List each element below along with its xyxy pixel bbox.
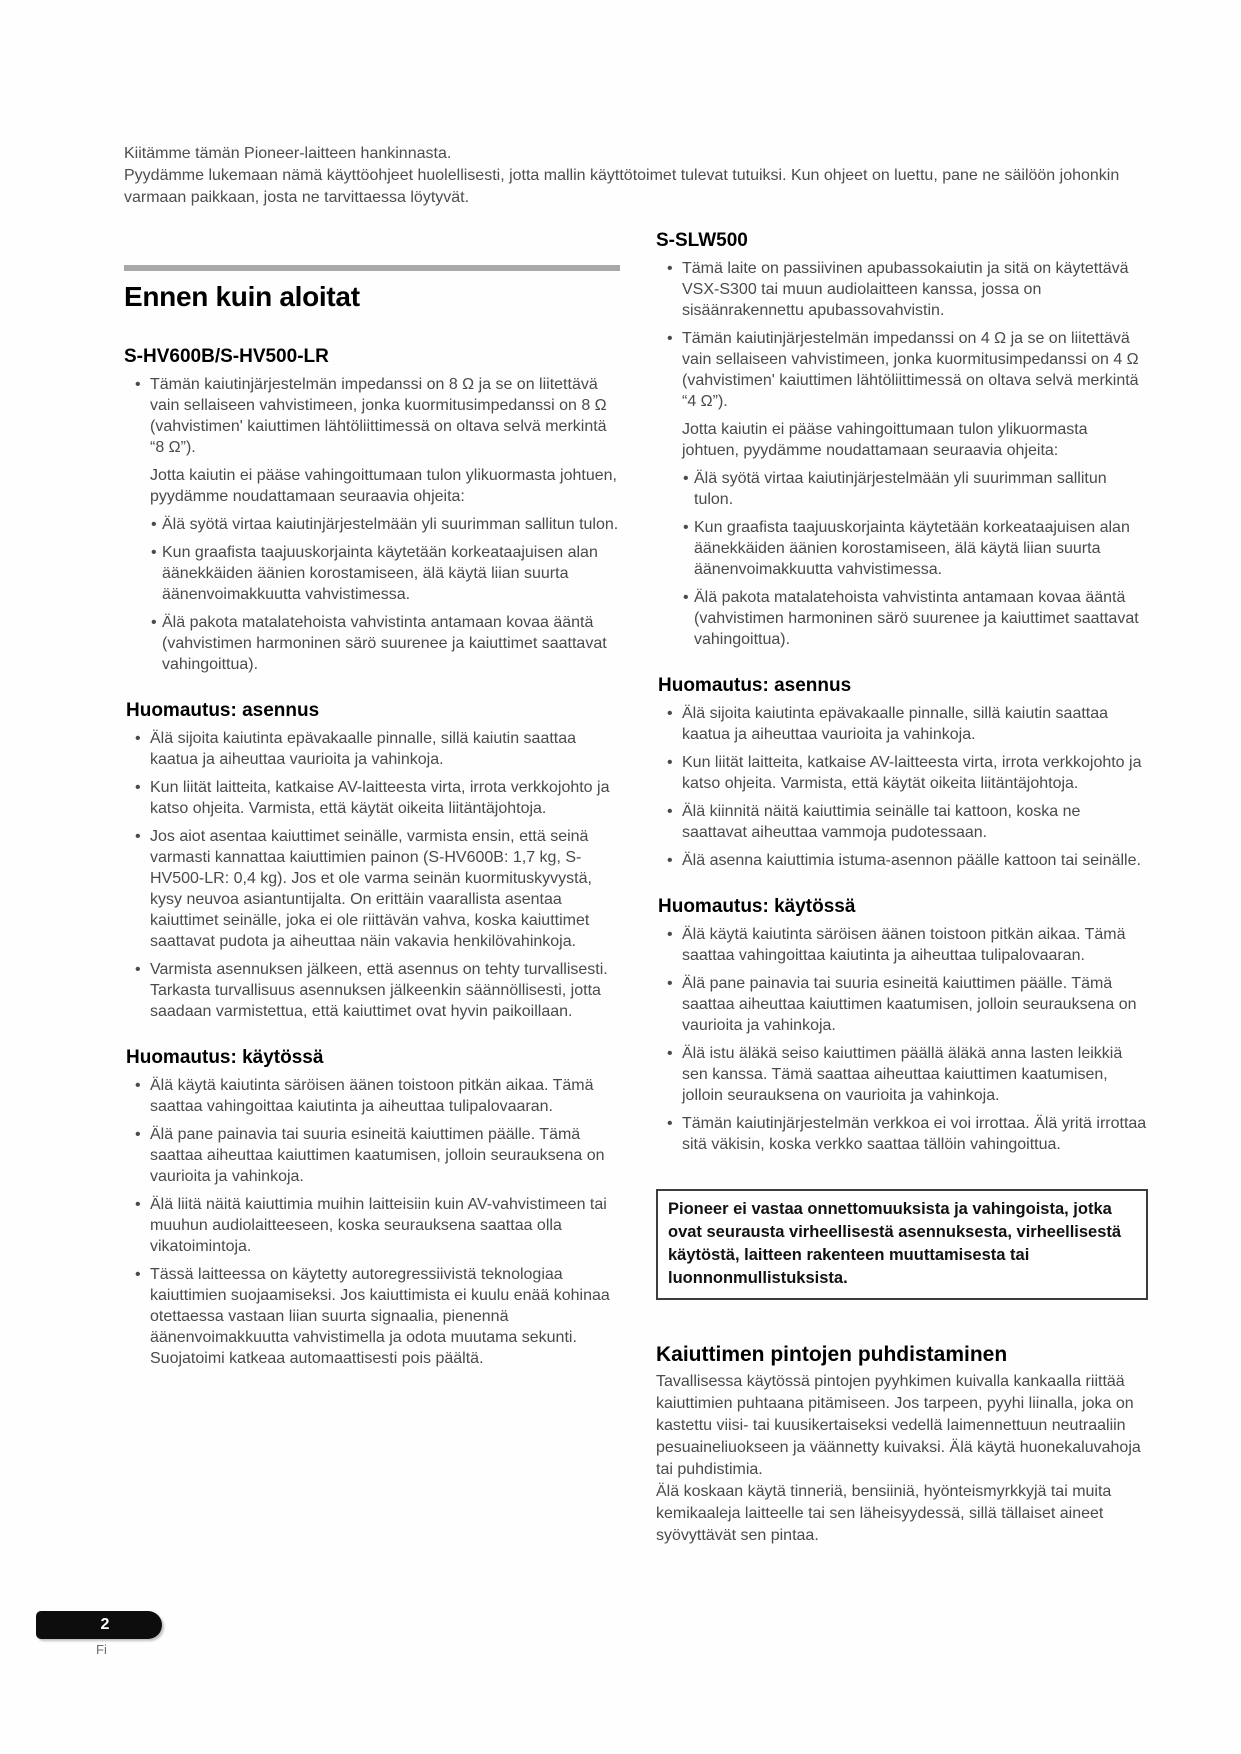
left-column (124, 221, 620, 1547)
list-item: • Jos aiot asentaa kaiuttimet seinälle, varmista ensin, että seinä varmasti kannattaa kaiuttimien painon (S-HV600B: 1,7 kg, S-HV500-LR: 0,4 kg). Jos et ole varma seinän kuormituskyvystä, kysy neuvoa asiantuntijalta. On erittäin vaarallista asentaa kaiuttimet seinälle, joka ei ole riittävän vahva, koska kaiuttimet saattavat pudota ja aiheuttaa näin vakavia henkilövahinkoja. (124, 826, 620, 952)
intro-line-1: Kiitämme tämän Pioneer-laitteen hankinnasta. (124, 145, 452, 162)
list-item: • Tässä laitteessa on käytetty autoregressiivistä teknologiaa kaiuttimien suojaamiseksi. Jos kaiuttimista ei kuulu enää kohinaa otettaessa vastaan liian suurta signaalia, pienennä äänenvoimakkuutta vahvistimella ja odota muutama sekunti. Suojatoimi katkeaa automaattisesti pois päältä. (124, 1264, 620, 1369)
list-item: • Älä syötä virtaa kaiutinjärjestelmään yli suurimman sallitun tulon. (656, 468, 1148, 510)
page-language-label: Fi (96, 1642, 107, 1657)
list-item: • Tämän kaiutinjärjestelmän verkkoa ei voi irrottaa. Älä yritä irrottaa sitä väkisin, koska verkko saattaa tällöin vahingoittua. (656, 1113, 1148, 1155)
list-item: • Älä käytä kaiutinta säröisen äänen toistoon pitkän aikaa. Tämä saattaa vahingoittaa kaiutinta ja aiheuttaa tulipalovaaran. (124, 1075, 620, 1117)
list-item: • Kun liität laitteita, katkaise AV-laitteesta virta, irrota verkkojohto ja katso ohjeita. Varmista, että käytät oikeita liitäntäjohtoja. (656, 752, 1148, 794)
cleaning-section-heading: Kaiuttimen pintojen puhdistaminen (656, 1343, 1008, 1366)
two-column-layout (124, 221, 1148, 1547)
right-column (656, 221, 1148, 1547)
use-bullet-list (656, 924, 1148, 1155)
intro-line-2: Pyydämme lukemaan nämä käyttöohjeet huolellisesti, jotta mallin käyttötoimet tulevat tutuiksi. Kun ohjeet on luettu, pane ne säilöön johonkin varmaan paikkaan, josta ne tarvittaessa löytyvät. (124, 167, 1120, 206)
list-item: • Tämän kaiutinjärjestelmän impedanssi on 4 Ω ja se on liitettävä vain sellaiseen vahvistimeen, jonka kuormitusimpedanssi on 4 Ω (vahvistimen' kaiuttimen lähtöliittimessä on oltava selvä merkintä “4 Ω”). (656, 328, 1148, 412)
list-item: • Kun graafista taajuuskorjainta käytetään korkeataajuisen alan äänekkäiden äänien korostamiseen, älä käytä liian suurta äänenvoimakkuutta vahvistimessa. (656, 517, 1148, 580)
note-use-heading: Huomautus: käytössä (658, 896, 856, 917)
list-item: • Älä sijoita kaiutinta epävakaalle pinnalle, sillä kaiutin saattaa kaatua ja aiheuttaa vaurioita ja vahinkoja. (124, 728, 620, 770)
list-item: • Älä sijoita kaiutinta epävakaalle pinnalle, sillä kaiutin saattaa kaatua ja aiheuttaa vaurioita ja vahinkoja. (656, 703, 1148, 745)
model-bullet-list (124, 374, 620, 458)
cleaning-paragraph-2: Älä koskaan käytä tinneriä, bensiiniä, hyönteismyrkkyjä tai muita kemikaaleja laitteelle tai sen läheisyydessä, sillä tällaiset aineet syövyttävät sen pintaa. (656, 1483, 1112, 1544)
install-bullet-list (656, 703, 1148, 871)
model-heading-hv600b: S-HV600B/S-HV500-LR (124, 346, 329, 367)
list-item: • Älä pakota matalatehoista vahvistinta antamaan kovaa ääntä (vahvistimen harmoninen särö suurenee ja kaiuttimet saattavat vahingoittua). (124, 612, 620, 675)
page-number-badge (36, 1611, 162, 1639)
list-item: • Älä käytä kaiutinta säröisen äänen toistoon pitkän aikaa. Tämä saattaa vahingoittaa kaiutinta ja aiheuttaa tulipalovaaran. (656, 924, 1148, 966)
list-item: • Tämä laite on passiivinen apubassokaiutin ja sitä on käytettävä VSX-S300 tai muun audiolaitteen kanssa, jossa on sisäänrakennettu apubassovahvistin. (656, 258, 1148, 321)
list-item: • Älä pakota matalatehoista vahvistinta antamaan kovaa ääntä (vahvistimen harmoninen särö suurenee ja kaiuttimet saattavat vahingoittua). (656, 587, 1148, 650)
overload-sub-bullet-list (124, 514, 620, 675)
list-item: • Älä syötä virtaa kaiutinjärjestelmään yli suurimman sallitun tulon. (124, 514, 620, 535)
use-bullet-list (124, 1075, 620, 1369)
list-item: • Tämän kaiutinjärjestelmän impedanssi on 8 Ω ja se on liitettävä vain sellaiseen vahvistimeen, jonka kuormitusimpedanssi on 8 Ω (vahvistimen' kaiuttimen lähtöliittimessä on oltava selvä merkintä “8 Ω”). (124, 374, 620, 458)
list-item: • Kun liität laitteita, katkaise AV-laitteesta virta, irrota verkkojohto ja katso ohjeita. Varmista, että käytät oikeita liitäntäjohtoja. (124, 777, 620, 819)
note-install-heading: Huomautus: asennus (126, 700, 320, 721)
section-title-bar (124, 265, 620, 271)
list-item: • Älä liitä näitä kaiuttimia muihin laitteisiin kuin AV-vahvistimeen tai muuhun audiolaitteeseen, koska seurauksena saattaa olla vikatoimintoja. (124, 1194, 620, 1257)
list-item: • Varmista asennuksen jälkeen, että asennus on tehty turvallisesti. Tarkasta turvallisuus asennuksen jälkeenkin säännöllisesti, jotta saadaan varmistettua, että kaiuttimet ovat hyvin paikoillaan. (124, 959, 620, 1022)
page-number: 2 (100, 1616, 110, 1633)
list-item: • Älä pane painavia tai suuria esineitä kaiuttimen päälle. Tämä saattaa aiheuttaa kaiuttimen kaatumisen, jolloin seurauksena on vaurioita ja vahinkoja. (656, 973, 1148, 1036)
note-use-heading: Huomautus: käytössä (126, 1047, 324, 1068)
model-bullet-list (656, 258, 1148, 412)
model-heading-slw500: S-SLW500 (656, 230, 748, 251)
install-bullet-list (124, 728, 620, 1022)
cleaning-paragraph-1: Tavallisessa käytössä pintojen pyyhkimen kuivalla kankaalla riittää kaiuttimien puhtaana pitämiseen. Jos tarpeen, pyyhi liinalla, joka on kastettu viisi- tai kuusikertaiseksi vedellä laimennettuun neutraaliin pesuaineliuokseen ja väännetty kuivaksi. Älä käytä huonekaluvahoja tai puhdistimia. (656, 1373, 1141, 1478)
section-title: Ennen kuin aloitat (124, 281, 360, 312)
intro-block (124, 143, 1148, 209)
list-item: • Älä istu äläkä seiso kaiuttimen päällä äläkä anna lasten leikkiä sen kanssa. Tämä saattaa aiheuttaa kaiuttimen kaatumisen, jolloin seurauksena on vaurioita ja vahinkoja. (656, 1043, 1148, 1106)
overload-note: Jotta kaiutin ei pääse vahingoittumaan tulon ylikuormasta johtuen, pyydämme noudattamaan seuraavia ohjeita: (682, 421, 1088, 459)
overload-sub-bullet-list (656, 468, 1148, 650)
note-install-heading: Huomautus: asennus (658, 675, 852, 696)
list-item: • Kun graafista taajuuskorjainta käytetään korkeataajuisen alan äänekkäiden äänien korostamiseen, älä käytä liian suurta äänenvoimakkuutta vahvistimessa. (124, 542, 620, 605)
list-item: • Älä asenna kaiuttimia istuma-asennon päälle kattoon tai seinälle. (656, 850, 1148, 871)
liability-warning-box: Pioneer ei vastaa onnettomuuksista ja vahingoista, jotka ovat seurausta virheellisestä asennuksesta, virheellisestä käytöstä, laitteen rakenteen muuttamisesta tai luonnonmullistuksista. (656, 1189, 1148, 1300)
list-item: • Älä kiinnitä näitä kaiuttimia seinälle tai kattoon, koska ne saattavat aiheuttaa vammoja pudotessaan. (656, 801, 1148, 843)
list-item: • Älä pane painavia tai suuria esineitä kaiuttimen päälle. Tämä saattaa aiheuttaa kaiuttimen kaatumisen, jolloin seurauksena on vaurioita ja vahinkoja. (124, 1124, 620, 1187)
overload-note: Jotta kaiutin ei pääse vahingoittumaan tulon ylikuormasta johtuen, pyydämme noudattamaan seuraavia ohjeita: (150, 467, 617, 505)
